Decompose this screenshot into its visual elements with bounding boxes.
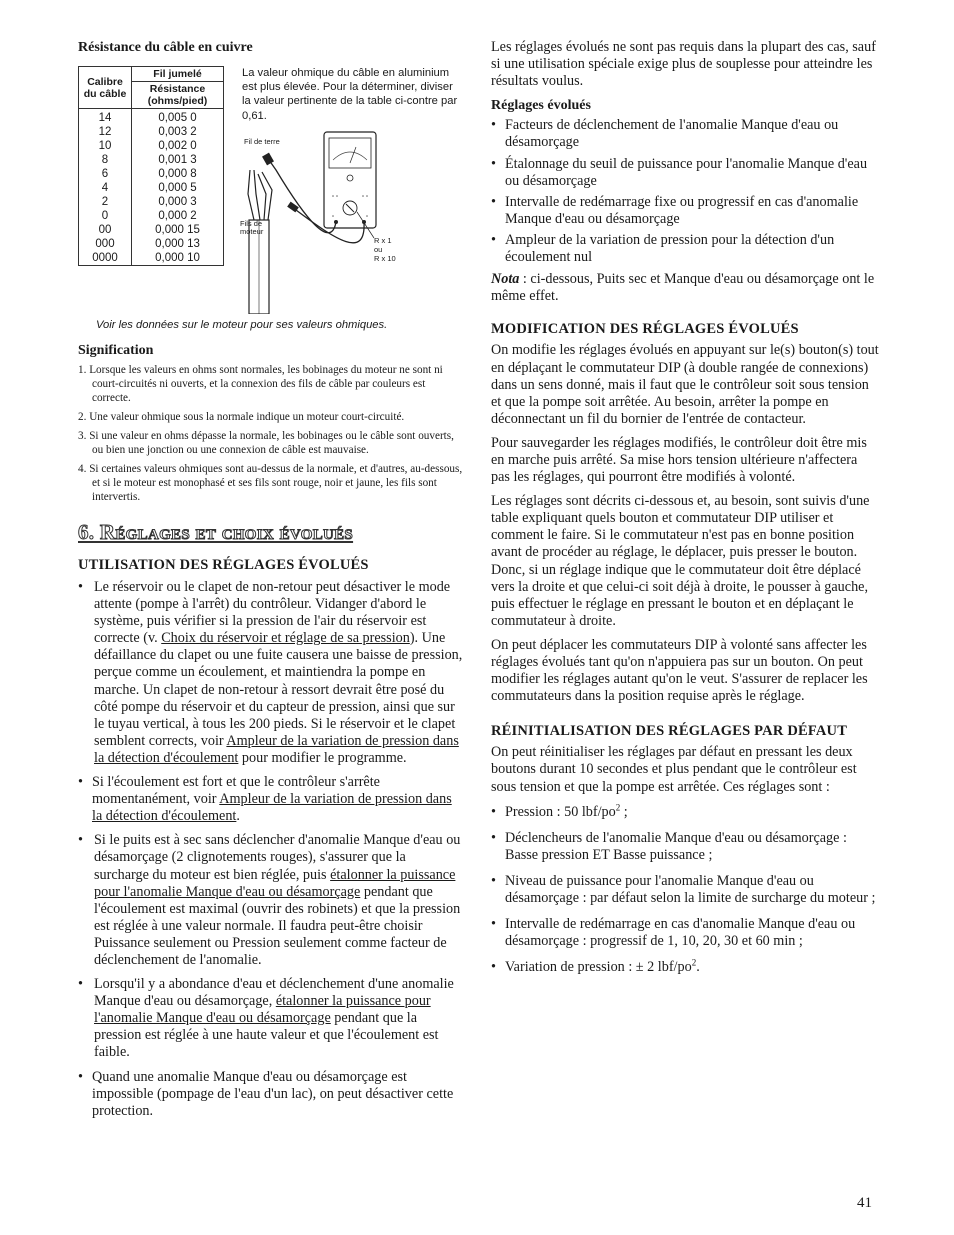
ohmmeter-icon [236, 130, 466, 314]
table-row [79, 181, 224, 195]
default-item: • Variation de pression : ± 2 lbf/$po^2$. [491, 957, 700, 976]
nota-paragraph: Nota : ci-dessous, Puits sec et Manque d'eau ou désamorçage ont le même effet. [491, 271, 875, 305]
resistance-cell: 0,000 8 [158, 168, 197, 180]
link-tank-choice[interactable]: Choix du réservoir et réglage de sa pression [161, 630, 410, 647]
resistance-cell: 0,000 10 [155, 252, 200, 264]
ground-wire-label: Fil de terre [244, 137, 280, 146]
table-note: La valeur ohmique du câble en aluminium est plus élevée. Pour la déterminer, diviser la valeur pertinente de la table ci-contre par 0,61. [242, 67, 458, 122]
range-label-rx10: R x 10 [374, 254, 396, 263]
resistance-table [78, 66, 224, 266]
signification-list [78, 363, 464, 504]
usage-list [78, 572, 464, 1120]
section-title: 6. Réglages et choix évolués [78, 520, 354, 544]
usage-item-1: • Le réservoir ou le clapet de non-retour peut désactiver le mode attente (pompe à l'arrêt) du contrôleur. Vidanger d'abord le système, puis vérifier si la pression de l'air du réservoir est correcte (v. Choix du réservoir et réglage de sa pression). Une défaillance du clapet ou une fuite causera une baisse de pression, perçue comme un écoulement, et maintiendra la pompe en marche. Un clapet de non-retour à ressort devrait être posé du côté pompe du réservoir et du capteur de pression, ainsi que sur le tuyau vertical, à tous les 200 pieds. Si le réservoir et le clapet semblent corrects, voir Ampleur de la variation de pression dans la détection d'écoulement pour modifier le programme. [78, 579, 463, 766]
range-label [374, 236, 396, 263]
right-column [491, 39, 879, 976]
default-item: • Pression : 50 lbf/$po^2$ ; [491, 801, 628, 820]
resistance-cell: 0,003 2 [158, 126, 197, 138]
table-row [79, 223, 224, 237]
usage-item-5: • Quand une anomalie Manque d'eau ou désamorçage est impossible (pompage de l'eau d'un lac), on peut désactiver cette protection. [78, 1068, 454, 1119]
ohmmeter-diagram [236, 130, 466, 314]
modification-p1: On modifie les réglages évolués en appuyant sur le(s) bouton(s) tout en déplaçant le commutateur DIP (à double rangée de connexions) dans un sens donné, mais il faut que le contrôleur soit sous tension et que la pompe soit arrêtée. Au besoin, arrêter la pompe en déconnectant un fil du bornier de l'entrée de contacteur. [491, 342, 879, 427]
intro-paragraph: Les réglages évolués ne sont pas requis dans la plupart des cas, sauf si une utilisation spéciale exige plus de souplesse pour atteindre les résultats voulus. [491, 39, 876, 90]
link-calibrate-power[interactable]: étalonner la puissance pour l'anomalie Manque d'eau ou désamorçage [94, 866, 456, 900]
signification-item-2: 2. Une valeur ohmique sous la normale indique un moteur court-circuité. [78, 411, 405, 423]
usage-item-4: • Lorsqu'il y a abondance d'eau et déclenchement d'une anomalie Manque d'eau ou désamorçage, étalonner la puissance pour l'anomalie Manque d'eau ou désamorçage pendant que la pression est réglée à une haute valeur et que l'écoulement est faible. [78, 976, 454, 1061]
default-item: • Intervalle de redémarrage en cas d'anomalie Manque d'eau ou désamorçage : progressif de 1, 10, 20, 30 et 60 min ; [491, 916, 856, 950]
gauge-cell: 6 [79, 167, 132, 181]
range-label-or: ou [374, 245, 383, 254]
table-row [79, 195, 224, 209]
signification-item-4: 4. Si certaines valeurs ohmiques sont au-dessus de la normale, et d'autres, au-dessous, et si le moteur est monophasé et ses fils sont rouge, noir et jaune, les fils sont intervertis. [78, 463, 463, 503]
resistance-cell: 0,002 0 [158, 140, 197, 152]
gauge-cell: 14 [79, 109, 132, 126]
figure-caption: Voir les données sur le moteur pour ses valeurs ohmiques. [96, 319, 388, 331]
gauge-cell: 0 [79, 209, 132, 223]
advanced-settings-title: Réglages évolués [491, 98, 591, 114]
signification-item-1: 1. Lorsque les valeurs en ohms sont normales, les bobinages du moteur ne sont ni court-circuités ni ouverts, et la connexion des fils de câble par couleurs est correcte. [78, 364, 443, 404]
modification-p3: Les réglages sont décrits ci-dessous et, au besoin, sont suivis d'une table expliquant quels bouton et commutateur DIP utiliser et comment le faire. Si le commutateur n'est pas en bonne position avant de procéder au réglage, le déplacer, puis presser le bouton. Donc, si un réglage indique que le commutateur doit être déplacé vers la droite et que celui-ci soit déjà à droite, le pousser à gauche, puis effectuer le réglage en pressant le bouton et en déplaçant le commutateur à droite. [491, 493, 870, 629]
resistance-cell: 0,000 5 [158, 182, 197, 194]
resistance-cell: 0,000 15 [155, 224, 200, 236]
col-pair-header: Fil jumelé [132, 67, 224, 82]
advanced-item-1: • Facteurs de déclenchement de l'anomalie Manque d'eau ou désamorçage [491, 117, 839, 151]
gauge-cell: 12 [79, 125, 132, 139]
reset-title: RÉINITIALISATION DES RÉGLAGES PAR DÉFAUT [491, 723, 848, 740]
resistance-cell: 0,000 13 [155, 238, 200, 250]
signification-item-3: 3. Si une valeur en ohms dépasse la normale, les bobinages ou le câble sont ouverts, ou bien une jonction ou une connexion de câble est mauvaise. [78, 430, 454, 456]
table-row [79, 237, 224, 251]
link-pressure-variation-2[interactable]: Ampleur de la variation de pression dans la détection d'écoulement [92, 791, 452, 825]
range-label-rx1: R x 1 [374, 236, 392, 245]
table-row [79, 167, 224, 181]
col-resistance-header: Résistance (ohms/pied) [132, 82, 224, 109]
table-row [79, 139, 224, 153]
signification-title: Signification [78, 343, 154, 358]
gauge-cell: 8 [79, 153, 132, 167]
motor-wires-label: Fils de moteur [240, 219, 264, 236]
resistance-cell: 0,001 3 [158, 154, 197, 166]
gauge-cell: 10 [79, 139, 132, 153]
resistance-cell: 0,005 0 [158, 112, 197, 124]
modification-p2: Pour sauvegarder les réglages modifiés, le contrôleur doit être mis en marche puis arrêté. Sa mise hors tension ultérieure n'affectera pas les réglages, qui pourront être modifiés à volonté. [491, 434, 867, 486]
usage-item-2: • Si l'écoulement est fort et que le contrôleur s'arrête momentanément, voir Ampleur de la variation de pression dans la détection d'écoulement. [78, 774, 452, 825]
page-number: 41 [857, 1195, 872, 1211]
modification-title: MODIFICATION DES RÉGLAGES ÉVOLUÉS [491, 321, 799, 338]
default-item: • Niveau de puissance pour l'anomalie Manque d'eau ou désamorçage : par défaut selon la limite de surcharge du moteur ; [491, 872, 876, 907]
table-title: Résistance du câble en cuivre [78, 40, 253, 55]
nota-label: Nota [491, 271, 520, 288]
gauge-cell: 0000 [79, 251, 132, 266]
reset-paragraph: On peut réinitialiser les réglages par défaut en pressant les deux boutons durant 10 secondes et plus pendant que le contrôleur est sous tension et que la pompe est arrêtée. Ces réglages sont : [491, 744, 857, 795]
default-item: • Déclencheurs de l'anomalie Manque d'eau ou désamorçage : Basse pression ET Basse puissance ; [491, 829, 847, 863]
advanced-item-4: • Ampleur de la variation de pression pour la détection d'un écoulement nul [491, 231, 835, 266]
gauge-cell: 00 [79, 223, 132, 237]
advanced-item-2: • Étalonnage du seuil de puissance pour l'anomalie Manque d'eau ou désamorçage [491, 155, 868, 189]
usage-item-3: • Si le puits est à sec sans déclencher d'anomalie Manque d'eau ou désamorçage (2 clignotements rouges), s'assurer que la surcharge du moteur est bien réglée, puis étalonner la puissance pour l'anomalie Manque d'eau ou désamorçage pendant que l'écoulement est maximal (ouvrir des robinets) et que la pression est réglée à une valeur normale. Il faudra peut-être choisir Puissance seulement ou Pression seulement comme facteur de déclenchement de l'anomalie. [78, 832, 461, 968]
table-row [79, 251, 224, 266]
table-row [79, 209, 224, 223]
advanced-item-3: • Intervalle de redémarrage fixe ou progressif en cas d'anomalie Manque d'eau ou désamorçage [491, 193, 859, 227]
resistance-cell: 0,000 2 [158, 210, 197, 222]
table-row [79, 153, 224, 167]
gauge-cell: 2 [79, 195, 132, 209]
table-row [79, 109, 224, 126]
gauge-cell: 000 [79, 237, 132, 251]
resistance-cell: 0,000 3 [158, 196, 197, 208]
modification-p4: On peut déplacer les commutateurs DIP à volonté sans affecter les réglages évolués tant qu'on n'appuiera pas sur un bouton. On peut modifier les réglages autant qu'on le veut. S'assurer de replacer les commutateurs dans la position requise après le réglage. [491, 636, 868, 705]
gauge-cell: 4 [79, 181, 132, 195]
link-pressure-variation[interactable]: Ampleur de la variation de pression dans la détection d'écoulement [94, 732, 459, 766]
col-gauge-header: Calibre du câble [79, 67, 132, 109]
usage-subtitle: UTILISATION DES RÉGLAGES ÉVOLUÉS [78, 557, 369, 573]
link-calibrate-power-2[interactable]: étalonner la puissance pour l'anomalie Manque d'eau ou désamorçage [94, 993, 431, 1027]
defaults-list [491, 801, 879, 977]
table-row [79, 125, 224, 139]
